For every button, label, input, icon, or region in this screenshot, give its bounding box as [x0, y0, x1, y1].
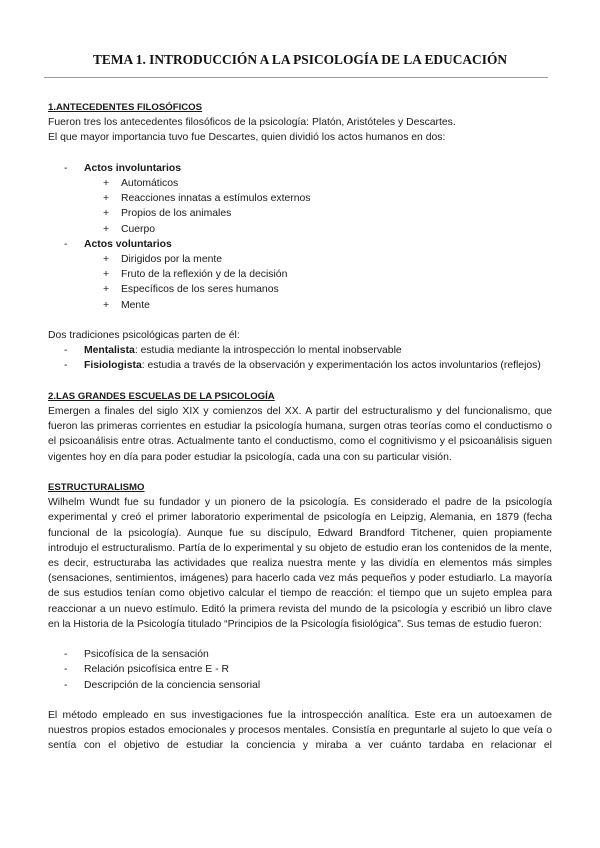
section-heading: 1.ANTECEDENTES FILOSÓFICOS — [48, 102, 203, 113]
list-item: - Mentalista: estudia mediante la introspección lo mental inobservable — [48, 343, 552, 358]
sub-item: + Fruto de la reflexión y de la decisión — [48, 267, 552, 282]
title-divider — [44, 77, 548, 78]
page-title: TEMA 1. INTRODUCCIÓN A LA PSICOLOGÍA DE LA EDUCACIÓN — [92, 52, 508, 67]
text-line: Fueron tres los antecedentes filosóficos de la psicología: Platón, Aristóteles y Descartes. — [48, 117, 456, 129]
section-heading: 2.LAS GRANDES ESCUELAS DE LA PSICOLOGÍA — [48, 390, 275, 402]
list-item: - Actos voluntarios — [48, 237, 552, 252]
sub-item: + Específicos de los seres humanos — [48, 282, 552, 297]
sub-item: + Automáticos — [48, 176, 552, 191]
sub-item: + Cuerpo — [48, 222, 552, 237]
list-item: - Psicofísica de la sensación — [48, 647, 552, 662]
section-heading: ESTRUCTURALISMO — [48, 482, 145, 494]
paragraph: Wilhelm Wundt fue su fundador y un pionero de la psicología. Es considerado el padre de la psicología experimental y creó el primer laboratorio experimental de psicología en Leipzig, Alemania, en 1879 (fecha funcional de la psicología). Aunque fue su discípulo, Edward Brandford Titchener, quien propiamente introdujo el estructuralismo. Partía de lo experimental y su objeto de estudio eran los contenidos de la mente, es decir, estructuraba las actividades que realiza nuestra mente y las dividía en elementos más simples (sensaciones, sentimientos, imágenes) para hacerlo cada vez más pequeños y poder estudiarlo. La mayoría de sus estudios tenían como objetivo calcular el tiempo de reacción: el tiempo que un sujeto emplea para reaccionar a un nuevo estímulo. Editó la primera revista del mundo de la psicología y escribió un libro clave en la Historia de la Psicología titulado “Principios de la Psicología fisiológica”. Sus temas de estudio fueron: — [48, 497, 552, 630]
list-item: - Descripción de la conciencia sensorial — [48, 678, 552, 693]
text-line: Dos tradiciones psicológicas parten de él: — [48, 330, 240, 342]
list-item: - Actos involuntarios — [48, 161, 552, 176]
paragraph: El método empleado en sus investigaciones fue la introspección analítica. Este era un autoexamen de nuestros propios estados emocionales y procesos mentales. Consistía en preguntarle al sujeto lo que veía o sentía con el objetivo de estudiar la conciencia y miraba a ver cuánto tardaba en relacionar el — [48, 710, 552, 752]
text-line: El que mayor importancia tuvo fue Descartes, quien dividió los actos humanos en dos: — [48, 132, 446, 144]
sub-item: + Dirigidos por la mente — [48, 252, 552, 267]
paragraph: Emergen a finales del siglo XIX y comienzos del XX. A partir del estructuralismo y del funcionalismo, que fueron las primeras corrientes en estudiar la psicología humana, surgen otras teorías como el conductismo o el psicoanálisis entre otras. Actualmente tanto el conductismo, como el cognitivismo y el psicoanálisis siguen vigentes hoy en día para poder estudiar la psicología, cada una con su particular visión. — [48, 406, 552, 463]
sub-item: + Mente — [48, 298, 552, 313]
sub-item: + Propios de los animales — [48, 206, 552, 221]
list-item: - Relación psicofísica entre E - R — [48, 662, 552, 677]
sub-item: + Reacciones innatas a estímulos externos — [48, 191, 552, 206]
topics-list — [48, 647, 552, 693]
traditions-list — [48, 343, 552, 373]
acts-list — [48, 161, 552, 313]
list-item: - Fisiologista: estudia a través de la observación y experimentación los actos involuntarios (reflejos) — [48, 358, 552, 373]
